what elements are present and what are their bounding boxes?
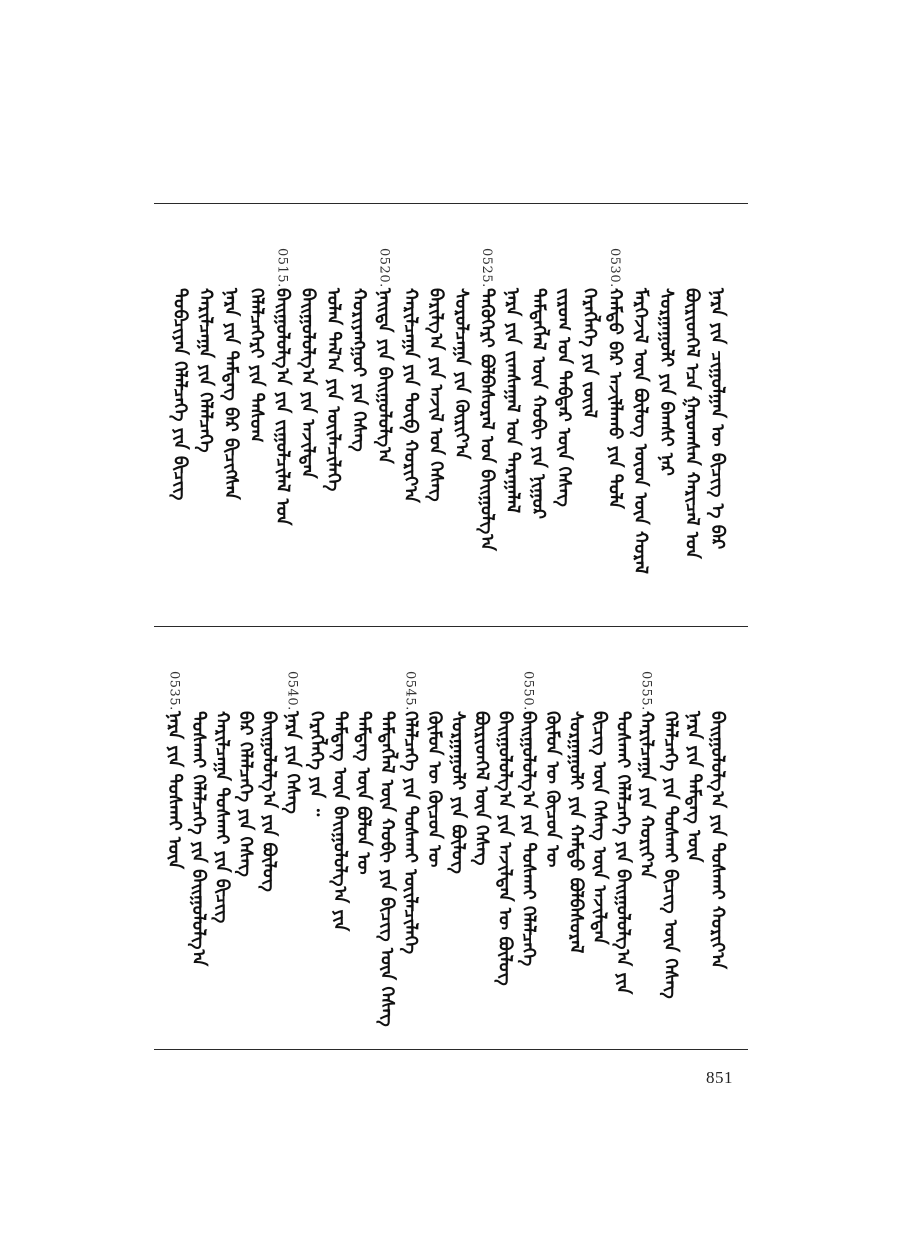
text-column	[578, 204, 600, 418]
entry-number: 0545.	[402, 671, 418, 711]
entry-number: 0515.	[274, 248, 290, 288]
text-column	[322, 204, 344, 491]
entry-number: 0530.	[607, 248, 623, 288]
vertical-script-line: ᠪᠠᠢᠭᠤᠯᠤᠯᠭ᠎ᠠ ᠶᠢᠨ ᠪᠦᠯᠦᠭ	[258, 711, 280, 892]
text-column	[501, 204, 523, 513]
text-column	[635, 627, 657, 879]
text-column	[682, 627, 704, 862]
vertical-script-line: ᠲᠡᠮᠳᠡᠭᠯᠡᠯ ᠦᠨ ᠬᠤᠪᠢ ᠶᠢᠨ ᠪᠢᠴᠢᠭ ᠦᠨ ᠬᠡᠰᠡᠭ	[376, 711, 398, 1027]
text-column	[552, 204, 574, 507]
text-column	[564, 627, 586, 953]
text-column	[629, 204, 651, 574]
text-column	[163, 627, 185, 869]
vertical-script-line: ᠨᠡᠷᠡ ᠶᠢᠨ ᠲᠡᠮᠳᠡᠭ ᠪᠡᠷ ᠪᠢᠴᠢᠭᠰᠡᠨ	[220, 288, 242, 500]
vertical-script-line: ᠪᠦᠷᠢᠳᠬᠡᠯ ᠡᠴᠡ ᠭᠠᠷᠤᠭᠰᠠᠨ ᠬᠠᠷᠢᠴᠠᠯ ᠤᠨ	[681, 288, 703, 559]
vertical-script-line: ᠲᠤᠰᠬᠠᠢ ᠬᠡᠯᠡᠯᠴᠡᠭᠡ ᠶᠢᠨ ᠪᠠᠢᠭᠤᠯᠤᠯᠭ᠎ᠠ	[187, 711, 209, 967]
text-column	[423, 627, 445, 867]
vertical-script-line: ᠰᠤᠷᠭᠠᠭᠤᠯᠢ ᠶᠢᠨ ᠪᠦᠯᠦᠭ	[447, 711, 469, 874]
vertical-script-line: ᠬᠡᠯᠡᠯᠴᠡᠭᠡ ᠶᠢᠨ ᠲᠤᠰᠬᠠᠢ ᠦᠢᠯᠡᠴᠢᠯᠡᠭᠡ	[400, 711, 422, 955]
vertical-script-line: ᠬᠠᠷᠢᠯᠴᠠᠭᠠ ᠶᠢᠨ ᠬᠤᠷᠢᠶ᠎ᠠ	[636, 711, 658, 879]
text-column	[517, 627, 539, 966]
entry-number: 0535.	[166, 671, 182, 711]
text-column	[296, 204, 318, 479]
entry-number: 0520.	[376, 248, 392, 288]
vertical-script-line: ᠨᠡᠷᠡ ᠶᠢᠨ ᠬᠡᠰᠡᠭ	[282, 711, 304, 814]
entry-number: 0550.	[520, 671, 536, 711]
text-column	[476, 204, 498, 551]
vertical-script-line: ᠨᠡᠷᠡ ᠶᠢᠨ ᠴᠢᠭᠤᠯᠭᠠᠨ ᠦ ᠪᠢᠴᠢᠭ ᠎ᠡ ᠪᠡᠷ	[707, 288, 728, 550]
vertical-script-line: ᠪᠦᠷᠢᠳᠬᠡᠯ ᠦᠨ ᠬᠡᠰᠡᠭ	[471, 711, 492, 866]
vertical-script-line: ᠬᠡᠯᠡᠯᠴᠡᠭᠡ ᠶᠢᠨ ᠲᠤᠰᠬᠠᠢ ᠪᠢᠴᠢᠭ ᠦᠨ ᠬᠡᠰᠡᠭ	[659, 711, 681, 999]
vertical-script-line: ᠨᠡᠷᠡ ᠶᠢᠨ ᠲᠡᠮᠳᠡᠭ ᠦᠨ	[683, 711, 705, 863]
vertical-script-line: ᠲᠣᠪᠴᠢᠶᠠᠨ ᠬᠡᠯᠡᠯᠴᠡᠭᠡ ᠶᠢᠨ ᠪᠢᠴᠢᠭ	[169, 288, 191, 501]
vertical-script-line: ᠨᠡᠢᠲᠡ ᠶᠢᠨ ᠪᠠᠢᠭᠤᠯᠤᠯᠭ᠎ᠠ	[374, 288, 396, 464]
bottom-rule	[154, 1049, 748, 1050]
text-column	[655, 204, 677, 476]
text-column	[527, 204, 549, 519]
vertical-script-line: ᠲᠡᠮᠳᠡᠭ ᠦᠨ ᠪᠤᠯᠤᠨ ᠦ	[353, 711, 374, 875]
text-column	[234, 627, 256, 877]
text-column	[281, 627, 303, 814]
text-column	[541, 627, 563, 867]
vertical-script-line: ᠬᠡᠷᠡᠭᠯᠡᠭᠡ ᠶᠢᠨ ᠃	[305, 711, 327, 817]
vertical-script-line: ᠰᠤᠷᠭᠠᠭᠤᠯᠢ ᠶᠢᠨ ᠪᠠᠭᠰᠢ ᠨᠠᠷ	[655, 288, 677, 476]
vertical-script-line: ᠪᠢᠴᠢᠭ ᠦᠨ ᠬᠡᠰᠡᠭ ᠦᠨ ᠠᠵᠢᠯᠲᠠᠨ	[589, 711, 610, 945]
entry-number: 0555.	[638, 671, 654, 711]
text-column	[168, 204, 190, 500]
text-column	[271, 204, 293, 525]
vertical-script-line: ᠲᠡᠭᠦᠭᠡᠷᠢ ᠪᠤᠯᠪᠠᠰᠤᠷᠠᠯ ᠤᠨ ᠪᠠᠢᠭᠤᠯᠭ᠎ᠠ	[476, 288, 498, 552]
vertical-script-line: ᠮᠡᠷᠭᠡᠵᠢᠯ ᠦᠨ ᠪᠦᠯᠦᠭ ᠦᠳ ᠦᠨ ᠬᠤᠷᠠᠯ	[630, 288, 652, 575]
text-column	[210, 627, 232, 923]
text-column	[399, 627, 421, 954]
vertical-script-line: ᠪᠠᠢᠭᠤᠯᠤᠯᠭ᠎ᠠ ᠶᠢᠨ ᠠᠵᠢᠯᠲᠠᠨ ᠦ ᠪᠦᠯᠦᠭ	[494, 711, 516, 986]
entry-number: 0540.	[284, 671, 300, 711]
text-column	[604, 204, 626, 509]
text-column	[399, 204, 421, 503]
vertical-script-line: ᠬᠠᠮᠲᠤ ᠪᠡᠷ ᠠᠵᠢᠯᠯᠠᠬᠤ ᠶᠢᠨ ᠲᠤᠯᠠ	[604, 288, 626, 509]
vertical-script-line: ᠲᠤᠰᠬᠠᠢ ᠬᠡᠯᠡᠯᠴᠡᠭᠡ ᠶᠢᠨ ᠪᠠᠢᠭᠤᠯᠤᠯᠭ᠎ᠠ ᠶᠢᠨ	[612, 711, 634, 995]
vertical-script-line: ᠬᠠᠷᠢᠯᠴᠠᠭᠠ ᠶᠢᠨ ᠬᠡᠯᠡᠯᠴᠡᠭᠡ	[195, 288, 216, 453]
vertical-script-line: ᠪᠠᠢᠭᠤᠯᠤᠯᠭ᠎ᠠ ᠶᠢᠨ ᠠᠵᠢᠯᠲᠠᠨ	[297, 288, 319, 479]
text-column	[220, 204, 242, 500]
vertical-script-line: ᠬᠦᠮᠦᠨ ᠦ ᠬᠦᠴᠦᠨ ᠦ	[423, 711, 445, 868]
text-column	[659, 627, 681, 999]
vertical-script-line: ᠰᠤᠷᠭᠠᠭᠤᠯᠢ ᠶᠢᠨ ᠬᠠᠮᠲᠤ ᠪᠤᠯᠪᠠᠰᠤᠷᠠᠯ	[565, 711, 587, 954]
vertical-script-line: ᠬᠡᠯᠡᠯᠴᠡᠭᠡᠷᠢ ᠶᠢᠨ ᠲᠠᠰᠤᠭ	[246, 288, 268, 443]
vertical-script-line: ᠵᠢᠷᠤᠭ ᠤᠨ ᠳᠡᠪᠲᠡᠷ ᠦᠨ ᠬᠡᠰᠡᠭ	[553, 288, 575, 507]
text-column	[470, 627, 492, 865]
text-column	[245, 204, 267, 443]
text-column	[352, 627, 374, 875]
vertical-script-line: ᠬᠦᠮᠦᠨ ᠦ ᠬᠦᠴᠦᠨ ᠦ	[541, 711, 563, 868]
text-column	[328, 627, 350, 931]
entry-number: 0525.	[479, 248, 495, 288]
text-column	[706, 627, 728, 969]
page-number: 851	[706, 1068, 733, 1087]
vertical-script-line: ᠲᠡᠮᠳᠡᠭ ᠦᠨ ᠪᠠᠢᠭᠤᠯᠤᠯᠭ᠎ᠠ ᠶᠢᠨ	[329, 711, 351, 932]
text-column	[680, 204, 702, 559]
top-text-panel	[154, 204, 748, 626]
text-column	[187, 627, 209, 966]
bottom-text-panel	[154, 627, 748, 1049]
vertical-script-line: ᠰᠤᠷᠤᠯᠴᠠᠭᠠ ᠶᠢᠨ ᠬᠦᠷᠢᠶ᠎ᠠ	[451, 288, 472, 460]
vertical-script-line: ᠨᠡᠷᠡ ᠶᠢᠨ ᠲᠤᠰᠬᠠᠢ ᠦᠨ	[164, 711, 186, 870]
text-column	[494, 627, 516, 986]
text-column	[588, 627, 610, 945]
text-column	[706, 204, 728, 549]
text-column	[376, 627, 398, 1027]
text-column	[305, 627, 327, 816]
text-column	[450, 204, 472, 459]
vertical-script-line: ᠪᠠᠢᠭᠤᠯᠤᠯᠭ᠎ᠠ ᠶᠢᠨ ᠲᠤᠰᠬᠠᠢ ᠬᠤᠷᠢᠶ᠎ᠠ	[707, 711, 728, 970]
text-column	[424, 204, 446, 502]
text-column	[373, 204, 395, 464]
vertical-script-line: ᠲᠡᠮᠳᠡᠭᠯᠡᠯ ᠦᠨ ᠬᠤᠪᠢ ᠶᠢᠨ ᠨᠢᠭᠤᠷ	[527, 288, 549, 520]
vertical-script-line: ᠣᠯᠠᠨ ᠲᠠᠯ᠎ᠠ ᠶᠢᠨ ᠦᠢᠯᠡᠴᠢᠯᠡᠭᠡ	[323, 288, 344, 492]
vertical-script-line: ᠪᠡᠷ ᠬᠡᠯᠡᠯᠴᠡᠭᠡ ᠶᠢᠨ ᠬᠡᠰᠡᠭ	[235, 711, 256, 877]
vertical-script-line: ᠬᠠᠷᠢᠯᠴᠠᠭᠠ ᠲᠤᠰᠬᠠᠢ ᠶᠢᠨ ᠪᠢᠴᠢᠭ	[211, 711, 233, 924]
vertical-script-line: ᠪᠠᠢᠭᠤᠯᠤᠯᠭ᠎ᠠ ᠶᠢᠨ ᠵᠢᠭᠤᠯᠴᠢᠯᠠᠯ ᠤᠨ	[271, 288, 293, 526]
text-column	[446, 627, 468, 874]
text-column	[348, 204, 370, 452]
text-column	[612, 627, 634, 994]
text-column	[194, 204, 216, 453]
vertical-script-line: ᠬᠠᠷᠢᠯᠴᠠᠭᠠ ᠶᠢᠨ ᠲᠦᠪ ᠬᠤᠷᠢᠶ᠎ᠠ	[399, 288, 421, 503]
vertical-script-line: ᠬᠡᠷᠡᠭᠯᠡᠭᠡ ᠶᠢᠨ ᠵᠦᠢᠯ	[579, 288, 600, 418]
text-column	[258, 627, 280, 892]
vertical-script-line: ᠪᠠᠷᠢᠯᠭ᠎ᠠ ᠶᠢᠨ ᠠᠵᠢᠯ ᠤᠨ ᠬᠡᠰᠡᠭ	[425, 288, 447, 502]
vertical-script-line: ᠨᠡᠷᠡ ᠶᠢᠨ ᠵᠢᠭᠰᠠᠭᠠᠯ ᠤᠨ ᠳᠠᠷᠠᠭᠠᠯᠠᠯ	[502, 288, 524, 514]
vertical-script-line: ᠪᠠᠢᠭᠤᠯᠤᠯᠭ᠎ᠠ ᠶᠢᠨ ᠲᠤᠰᠬᠠᠢ ᠬᠡᠯᠡᠯᠴᠡᠭᠡ	[518, 711, 540, 967]
vertical-script-line: ᠬᠤᠷᠢᠶᠠᠩᠭᠤᠢ ᠶᠢᠨ ᠬᠡᠰᠡᠭ	[348, 288, 370, 452]
